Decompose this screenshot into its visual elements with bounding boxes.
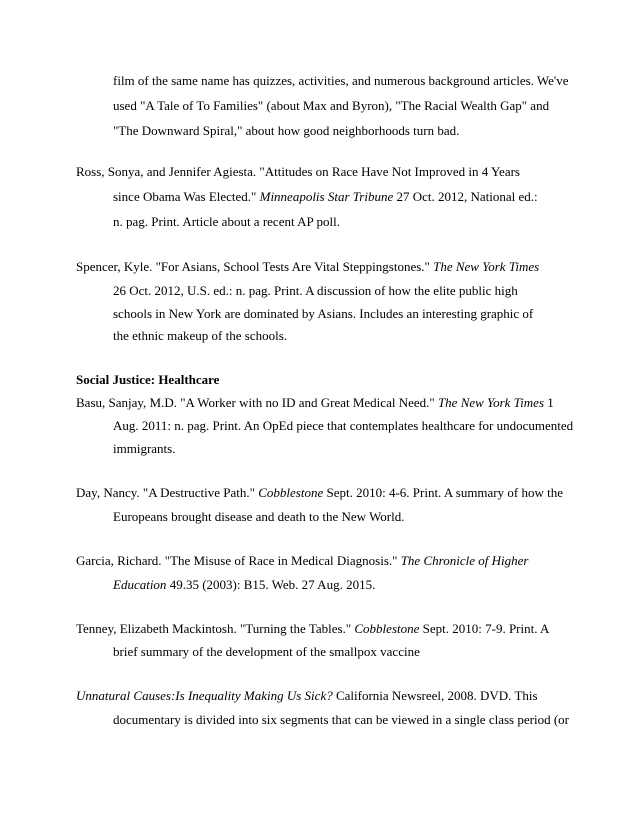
text: "The Downward Spiral," about how good neighborhoods turn bad. xyxy=(113,123,460,138)
source-title: Unnatural Causes:Is Inequality Making Us Sick? xyxy=(76,688,333,703)
text: Garcia, Richard. "The Misuse of Race in Medical Diagnosis." xyxy=(76,553,401,568)
text: brief summary of the development of the smallpox vaccine xyxy=(113,644,420,659)
text: 27 Oct. 2012, National ed.: xyxy=(393,189,538,204)
text: Sept. 2010: 4-6. Print. A summary of how the xyxy=(323,485,563,500)
text: Basu, Sanjay, M.D. "A Worker with no ID and Great Medical Need." xyxy=(76,395,438,410)
text: Ross, Sonya, and Jennifer Agiesta. "Attitudes on Race Have Not Improved in 4 Years xyxy=(76,164,520,179)
text: Spencer, Kyle. "For Asians, School Tests Are Vital Steppingstones." xyxy=(76,259,434,274)
citation-day xyxy=(76,485,563,501)
citation-tenney xyxy=(76,621,549,637)
text: Europeans brought disease and death to the New World. xyxy=(113,509,405,524)
citation-basu xyxy=(76,395,554,411)
citation-line xyxy=(113,441,175,457)
citation-line xyxy=(113,214,340,230)
citation-line xyxy=(113,644,420,660)
citation-line xyxy=(113,712,569,728)
text: Tenney, Elizabeth Mackintosh. "Turning the Tables." xyxy=(76,621,355,636)
citation-line xyxy=(113,123,459,139)
text: film of the same name has quizzes, activities, and numerous background articles. We've xyxy=(113,73,569,88)
citation-unnatural-causes xyxy=(76,688,538,704)
source-title: The Chronicle of Higher xyxy=(400,553,529,568)
citation-line xyxy=(113,73,569,89)
text: used "A Tale of To Families" (about Max and Byron), "The Racial Wealth Gap" and xyxy=(113,98,550,113)
source-title: Cobblestone xyxy=(258,485,324,500)
citation-line xyxy=(113,328,287,344)
citation-line xyxy=(113,306,533,322)
citation-line xyxy=(113,418,573,434)
citation-line xyxy=(113,98,549,114)
source-title: The New York Times xyxy=(433,259,540,274)
text: the ethnic makeup of the schools. xyxy=(113,328,288,343)
text: 49.35 (2003): B15. Web. 27 Aug. 2015. xyxy=(166,577,376,592)
citation-line xyxy=(113,509,405,525)
source-title: Education xyxy=(113,577,167,592)
text: Aug. 2011: n. pag. Print. An OpEd piece that contemplates healthcare for undocumented xyxy=(113,418,574,433)
source-title: Cobblestone xyxy=(354,621,420,636)
citation-line xyxy=(113,283,518,299)
citation-line xyxy=(113,189,538,205)
text: documentary is divided into six segments that can be viewed in a single class period (or xyxy=(113,712,569,727)
text: Sept. 2010: 7-9. Print. A xyxy=(419,621,550,636)
text: schools in New York are dominated by Asians. Includes an interesting graphic of xyxy=(113,306,534,321)
citation-spencer xyxy=(76,259,539,275)
text: since Obama Was Elected." xyxy=(113,189,260,204)
text: n. pag. Print. Article about a recent AP poll. xyxy=(113,214,340,229)
text: Day, Nancy. "A Destructive Path." xyxy=(76,485,259,500)
section-heading xyxy=(76,372,219,388)
text: 1 xyxy=(544,395,554,410)
citation-garcia xyxy=(76,553,528,569)
text: California Newsreel, 2008. DVD. This xyxy=(332,688,538,703)
citation-ross xyxy=(76,164,520,180)
source-title: Minneapolis Star Tribune xyxy=(259,189,394,204)
text: immigrants. xyxy=(113,441,176,456)
text: 26 Oct. 2012, U.S. ed.: n. pag. Print. A discussion of how the elite public high xyxy=(113,283,518,298)
citation-line xyxy=(113,577,375,593)
source-title: The New York Times xyxy=(437,395,545,410)
text: Social Justice: Healthcare xyxy=(76,372,220,387)
